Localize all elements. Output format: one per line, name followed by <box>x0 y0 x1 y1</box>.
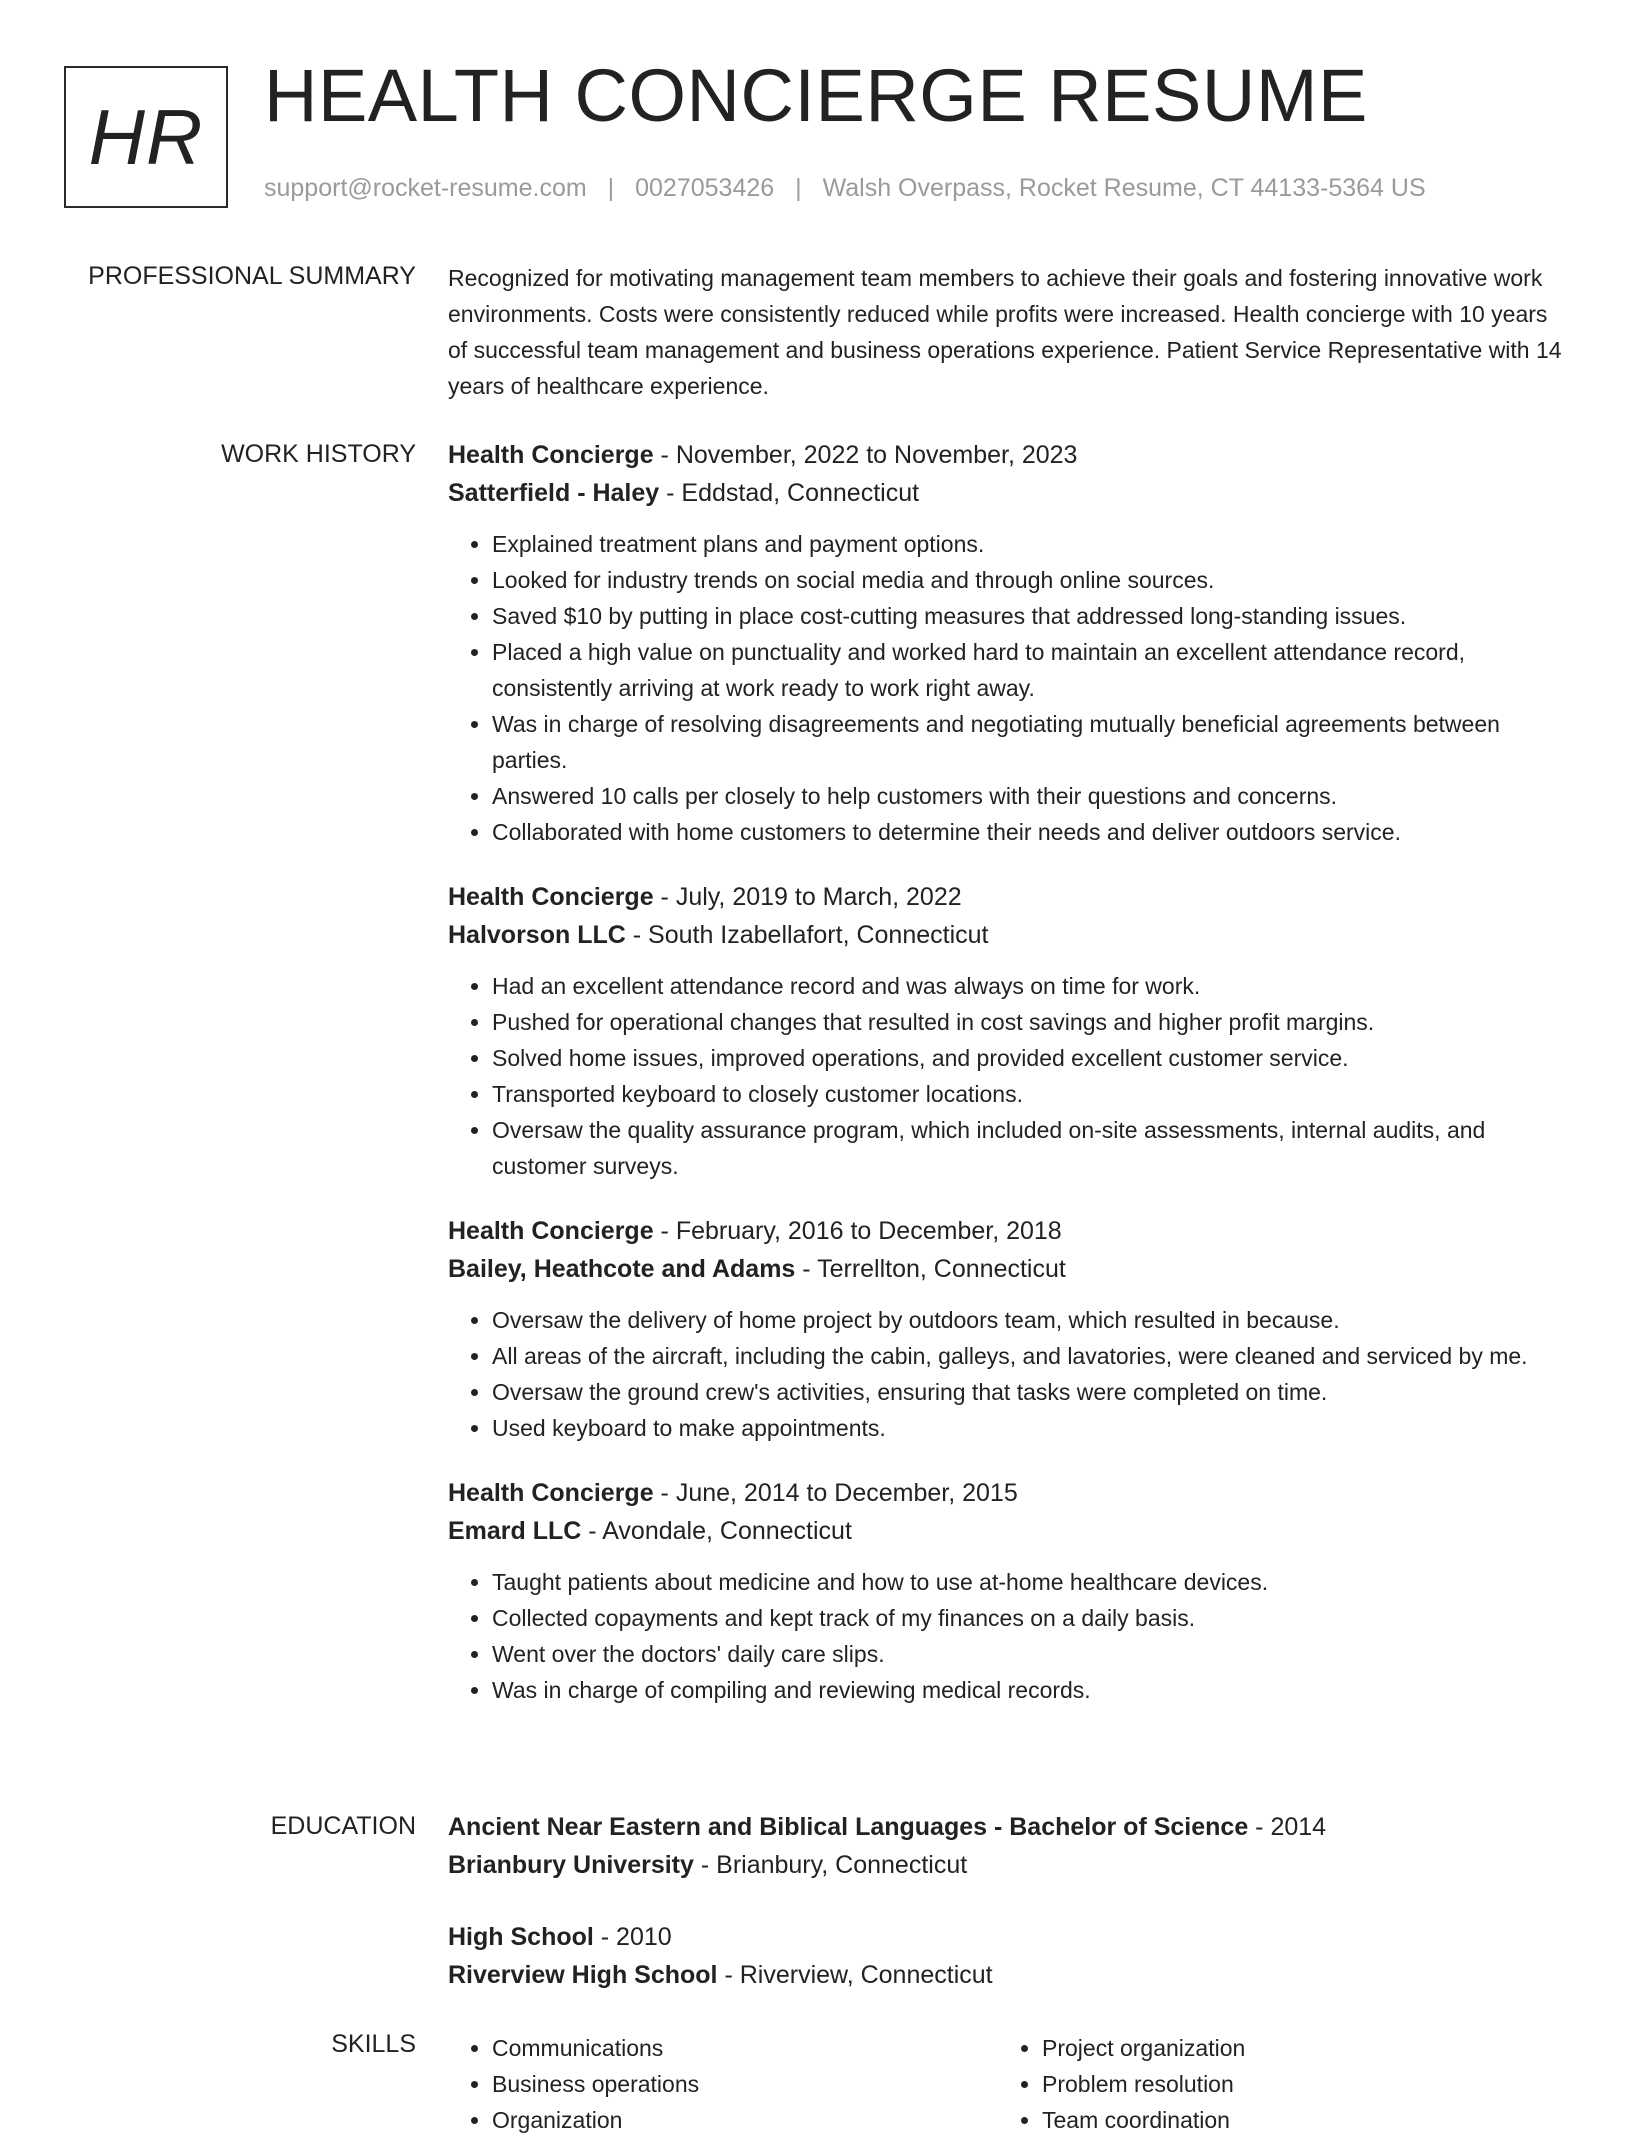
skill-item: • Problem resolution <box>1042 2066 1548 2102</box>
job-bullet: • Went over the doctors' daily care slips. <box>492 1636 1568 1672</box>
education-list <box>448 1808 1568 2028</box>
job-bullet: • Solved home issues, improved operations, and provided excellent customer service. <box>492 1040 1568 1076</box>
section-label-education: EDUCATION <box>270 1812 416 1840</box>
job-bullet: • Pushed for operational changes that resulted in cost savings and higher profit margins. <box>492 1004 1568 1040</box>
job-bullet: • Was in charge of compiling and reviewing medical records. <box>492 1672 1568 1708</box>
job-title: Health Concierge <box>448 441 654 469</box>
resume-title: HEALTH CONCIERGE RESUME <box>264 54 1368 137</box>
job-bullet: • Oversaw the quality assurance program, which included on-site assessments, internal audits, and customer surveys. <box>492 1112 1568 1184</box>
school-location: - Riverview, Connecticut <box>717 1961 993 1989</box>
job-dates: - February, 2016 to December, 2018 <box>653 1217 1062 1245</box>
school-name: Riverview High School <box>448 1961 718 1989</box>
job-bullets <box>448 1564 1568 1708</box>
skills-right-column <box>998 2030 1548 2138</box>
degree-title: Ancient Near Eastern and Biblical Languages - Bachelor of Science <box>448 1813 1249 1841</box>
contact-line <box>264 174 1426 203</box>
job-bullet: • Placed a high value on punctuality and worked hard to maintain an excellent attendance record, consistently arriving at work ready to work right away. <box>492 634 1568 706</box>
company-name: Satterfield - Haley <box>448 479 660 507</box>
job-bullet: • Collected copayments and kept track of my finances on a daily basis. <box>492 1600 1568 1636</box>
section-label-skills: SKILLS <box>331 2030 416 2058</box>
summary-text: Recognized for motivating management team members to achieve their goals and fostering innovative work environments. Costs were consistently reduced while profits were increased. Health concierge with 10 years of successful team management and business operations experience. Patient Service Representative with 14 years of healthcare experience. <box>448 265 1562 399</box>
job-dates: - July, 2019 to March, 2022 <box>653 883 962 911</box>
contact-separator: | <box>795 174 802 202</box>
job-bullet: • Looked for industry trends on social media and through online sources. <box>492 562 1568 598</box>
education-item <box>448 1918 1568 1994</box>
school-location: - Brianbury, Connecticut <box>693 1851 968 1879</box>
job-bullet: • Taught patients about medicine and how to use at-home healthcare devices. <box>492 1564 1568 1600</box>
job-bullet: • Answered 10 calls per closely to help customers with their questions and concerns. <box>492 778 1568 814</box>
job-title: Health Concierge <box>448 1479 654 1507</box>
degree-year: - 2014 <box>1248 1813 1327 1841</box>
job-bullet: • Transported keyboard to closely customer locations. <box>492 1076 1568 1112</box>
contact-email[interactable]: support@rocket-resume.com <box>264 174 587 202</box>
degree-title: High School <box>448 1923 594 1951</box>
skill-item: • Communications <box>492 2030 998 2066</box>
job-bullets <box>448 1302 1568 1446</box>
section-label-work-history: WORK HISTORY <box>221 440 416 468</box>
contact-address: Walsh Overpass, Rocket Resume, CT 44133-5364 US <box>822 174 1426 202</box>
school-name: Brianbury University <box>448 1851 694 1879</box>
company-name: Emard LLC <box>448 1517 582 1545</box>
contact-phone[interactable]: 0027053426 <box>635 174 775 202</box>
skills-left-column <box>448 2030 998 2138</box>
jobs-list <box>448 436 1568 1736</box>
job-bullet: • Oversaw the delivery of home project by outdoors team, which resulted in because. <box>492 1302 1568 1338</box>
contact-separator: | <box>607 174 615 202</box>
job-bullet: • Explained treatment plans and payment options. <box>492 526 1568 562</box>
skill-item: • Business operations <box>492 2066 998 2102</box>
job-dates: - June, 2014 to December, 2015 <box>653 1479 1018 1507</box>
job-bullet: • Saved $10 by putting in place cost-cutting measures that addressed long-standing issues. <box>492 598 1568 634</box>
job-bullet: • Used keyboard to make appointments. <box>492 1410 1568 1446</box>
company-name: Halvorson LLC <box>448 921 626 949</box>
company-location: - Eddstad, Connecticut <box>659 479 920 507</box>
job-bullet: • Was in charge of resolving disagreements and negotiating mutually beneficial agreements between parties. <box>492 706 1568 778</box>
skill-item: • Project organization <box>1042 2030 1548 2066</box>
job-bullet: • Oversaw the ground crew's activities, ensuring that tasks were completed on time. <box>492 1374 1568 1410</box>
job-dates: - November, 2022 to November, 2023 <box>653 441 1078 469</box>
job-bullet: • All areas of the aircraft, including the cabin, galleys, and lavatories, were cleaned and serviced by me. <box>492 1338 1568 1374</box>
degree-year: - 2010 <box>593 1923 672 1951</box>
company-name: Bailey, Heathcote and Adams <box>448 1255 796 1283</box>
skill-item: • Team coordination <box>1042 2102 1548 2138</box>
skills-columns <box>448 2030 1568 2138</box>
company-location: - South Izabellafort, Connecticut <box>625 921 989 949</box>
job-title: Health Concierge <box>448 1217 654 1245</box>
skill-item: • Organization <box>492 2102 998 2138</box>
job-entry <box>448 1474 1568 1708</box>
job-bullets <box>448 968 1568 1184</box>
job-entry <box>448 878 1568 1184</box>
monogram-logo: HR <box>64 66 228 208</box>
job-bullets <box>448 526 1568 850</box>
job-entry <box>448 436 1568 850</box>
job-bullet: • Collaborated with home customers to determine their needs and deliver outdoors service. <box>492 814 1568 850</box>
education-item <box>448 1808 1568 1884</box>
job-entry <box>448 1212 1568 1446</box>
job-title: Health Concierge <box>448 883 654 911</box>
section-label-summary: PROFESSIONAL SUMMARY <box>88 262 416 290</box>
company-location: - Avondale, Connecticut <box>581 1517 852 1545</box>
job-bullet: • Had an excellent attendance record and was always on time for work. <box>492 968 1568 1004</box>
company-location: - Terrellton, Connecticut <box>795 1255 1066 1283</box>
